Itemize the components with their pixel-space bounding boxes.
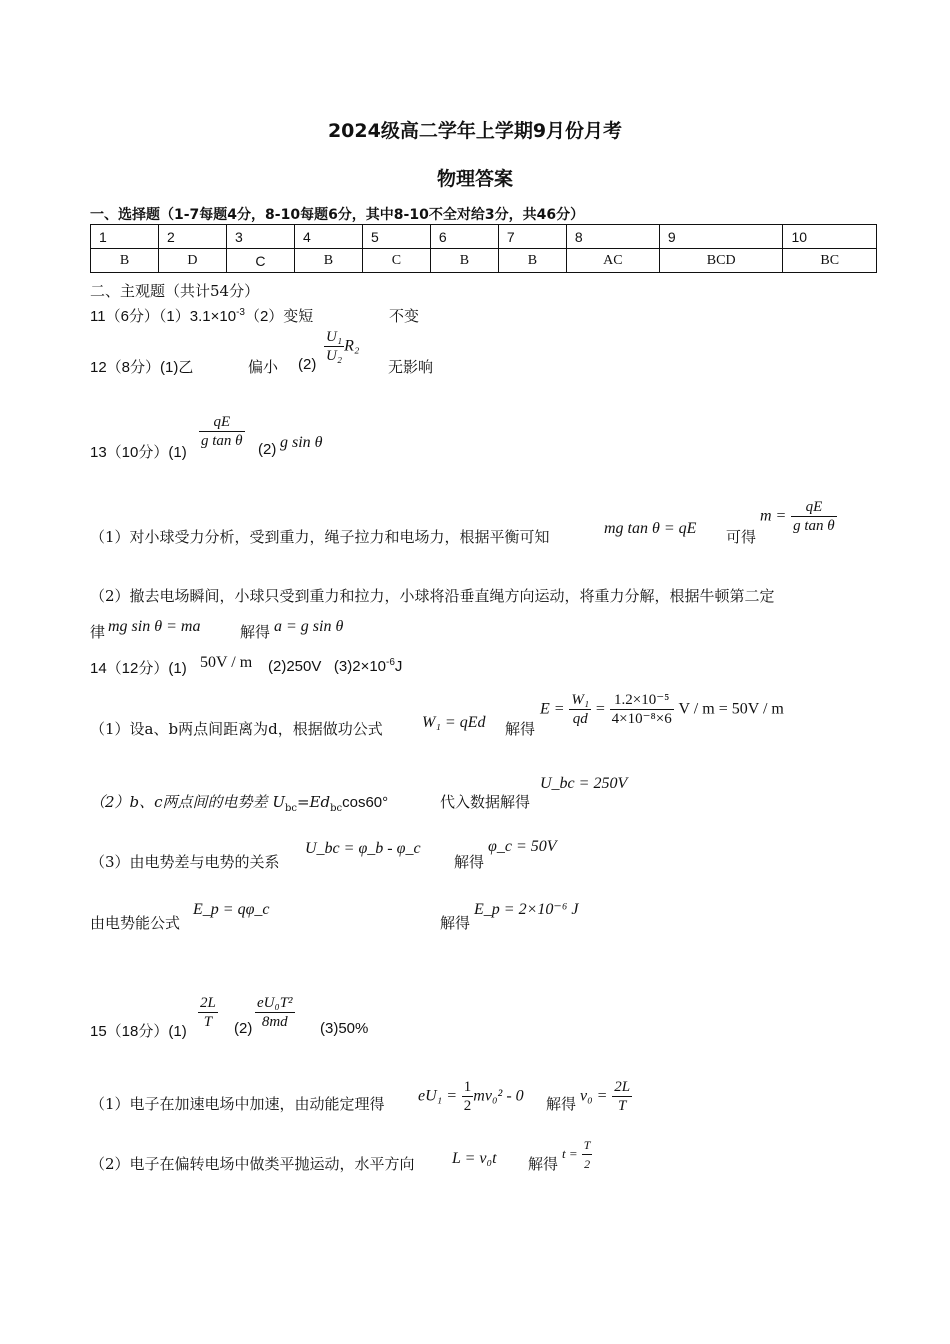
q15-label-text: 15（18分） (90, 1023, 169, 1040)
answer-cell: BC (783, 249, 877, 273)
q14-part1-label: (1) (168, 660, 187, 677)
q14-fraction-2 (610, 691, 674, 728)
q13-solution2-formula: mg sin θ = ma (108, 618, 201, 635)
q11-part2: （2）变短 (244, 308, 314, 325)
q15-answer3: (3)50% (320, 1020, 369, 1037)
q14-solution1-result (540, 691, 784, 728)
q15-part1-label: (1) (168, 1023, 187, 1040)
q15-solution2-result (562, 1136, 592, 1173)
q11-label: 11（6分） (90, 308, 159, 325)
q15-solution1-text: （1）电子在加速电场中加速，由动能定理得 (90, 1095, 385, 1113)
q15-half-fraction (462, 1078, 474, 1115)
result-lhs: v₀ = (580, 1087, 608, 1105)
result-lhs: m = (760, 507, 787, 525)
section-choice-heading: 一、选择题（1-7每题4分，8-10每题6分，其中8-10不全对给3分，共46分） (90, 207, 585, 223)
result-lhs: t = (562, 1146, 578, 1161)
question-number: 3 (226, 225, 294, 249)
q12-part2-label: (2) (298, 356, 317, 373)
answer-cell: C (362, 249, 430, 273)
question-number: 2 (158, 225, 226, 249)
question-number: 7 (498, 225, 566, 249)
s2-text: （2）b、c两点间的电势差 U (90, 793, 285, 811)
question-number: 9 (659, 225, 783, 249)
page-title: 2024级高二学年上学期9月份月考 (327, 120, 623, 142)
s2-sub: bc (284, 803, 297, 814)
q13-label-text: 13（10分） (90, 444, 169, 461)
q12-formula (324, 328, 359, 365)
q11-line (90, 305, 313, 326)
q14-answer2-text: (2)250V (268, 658, 322, 675)
q15-solution1-keyword: 解得 (546, 1095, 577, 1113)
q12-resistor: R₂ (344, 337, 360, 355)
fraction-numerator: eU₀T² (257, 995, 293, 1011)
result-rhs: V / m = 50V / m (678, 700, 784, 718)
fraction-numerator: U₁ (326, 329, 343, 345)
q15-t-fraction (582, 1136, 593, 1173)
q13-answer2: g sin θ (280, 434, 323, 451)
fraction-numerator: W₁ (571, 692, 590, 708)
fraction-denominator: g tan θ (793, 518, 835, 534)
q14-answer3-unit: J (394, 658, 403, 675)
fraction-denominator: U₂ (326, 348, 343, 364)
q11-part1: （1）3.1×10 (158, 308, 237, 325)
q14-answer3-exponent: -6 (386, 657, 395, 668)
q13-solution1-formula: mg tan θ = qE (604, 520, 697, 537)
answer-cell: AC (566, 249, 659, 273)
s2-b: =Ed (296, 793, 331, 811)
section-subjective-heading: 二、主观题（共计54分） (90, 282, 260, 300)
q15-answer2 (255, 994, 295, 1031)
question-number: 1 (91, 225, 159, 249)
q15-part2-label: (2) (234, 1020, 253, 1037)
question-number: 6 (430, 225, 498, 249)
fraction-numerator: 1 (463, 1079, 472, 1095)
answer-cell: B (294, 249, 362, 273)
q13-solution1-keyword: 可得 (726, 528, 757, 546)
q14-answer2 (268, 657, 402, 675)
q14-answer3-text: (3)2×10 (333, 658, 387, 675)
answer-cell: B (430, 249, 498, 273)
fraction-denominator: 8md (261, 1014, 288, 1030)
q13-fraction (199, 413, 245, 450)
q13-solution1-result (760, 498, 837, 535)
formula-rhs: mv₀² - 0 (473, 1087, 524, 1105)
q15-solution1-formula (418, 1078, 524, 1115)
q13-solution2-text: （2）撤去电场瞬间，小球只受到重力和拉力，小球将沿垂直绳方向运动，将重力分解，根据牛顿第二定 (90, 587, 775, 605)
fraction-numerator: 2L (200, 995, 216, 1011)
q15-label (90, 1020, 187, 1041)
answer-table (90, 224, 877, 273)
q14-solution2-text (90, 791, 388, 814)
q15-solution2-keyword: 解得 (528, 1155, 559, 1173)
q13-solution2-keyword: 解得 (240, 623, 271, 641)
q14-solution2-keyword: 代入数据解得 (440, 793, 531, 811)
fraction-numerator: 2L (614, 1079, 631, 1095)
result-lhs: E = (540, 700, 565, 718)
q12-label-text: 12（8分） (90, 359, 161, 376)
q13-label (90, 441, 187, 462)
q11-part3: 不变 (389, 307, 420, 325)
s2-sub2: bc (330, 803, 343, 814)
q13-part1-label: (1) (168, 444, 187, 461)
answer-cell: BCD (659, 249, 783, 273)
q14-solution3-keyword: 解得 (454, 853, 485, 871)
q15-answer1 (198, 994, 218, 1031)
q14-solution3-formula: U_bc = φ_b - φ_c (305, 840, 421, 857)
question-number: 10 (783, 225, 877, 249)
q14-label-text: 14（12分） (90, 660, 169, 677)
question-number: 5 (362, 225, 430, 249)
q13-answer1 (199, 413, 245, 450)
q13-part2-label: (2) (258, 441, 277, 458)
table-row-numbers (91, 225, 877, 249)
q14-solution1-keyword: 解得 (505, 720, 536, 738)
q12-fraction (324, 328, 344, 365)
q12-answer2: 偏小 (248, 358, 279, 376)
fraction-denominator: T (203, 1014, 213, 1030)
fraction-denominator: 2 (463, 1098, 472, 1114)
answer-cell: B (91, 249, 159, 273)
q12-answer1: (1)乙 (160, 359, 194, 376)
q13-solution2-result: a = g sin θ (274, 618, 344, 635)
q15-fraction-1 (198, 994, 218, 1031)
fraction-denominator: g tan θ (201, 433, 243, 449)
q14-solution3-text: （3）由电势差与电势的关系 (90, 853, 280, 871)
page-subtitle: 物理答案 (436, 168, 513, 190)
q13-solution1-text: （1）对小球受力分析，受到重力，绳子拉力和电场力，根据平衡可知 (90, 528, 550, 546)
fraction-numerator: T (582, 1136, 593, 1155)
q11-exponent: -3 (236, 307, 245, 318)
q14-solution3-result: φ_c = 50V (488, 838, 557, 855)
q15-solution1-result (580, 1078, 632, 1115)
answer-cell: D (158, 249, 226, 273)
question-number: 4 (294, 225, 362, 249)
q14-answer1: 50V / m (200, 654, 253, 671)
answer-cell: C (226, 249, 294, 273)
q12-label (90, 356, 193, 377)
fraction-denominator: 2 (584, 1157, 591, 1171)
q13-result-fraction (791, 498, 837, 535)
q15-fraction-2 (255, 994, 295, 1031)
s2-c: cos60° (342, 794, 389, 811)
q14-solution1-text: （1）设a、b两点间距离为d，根据做功公式 (90, 720, 383, 738)
table-row-answers (91, 249, 877, 273)
fraction-numerator: qE (199, 413, 245, 432)
q15-solution2-text: （2）电子在偏转电场中做类平抛运动，水平方向 (90, 1155, 415, 1173)
q15-solution2-formula: L = v₀t (452, 1150, 497, 1167)
q14-solution1-formula: W₁ = qEd (422, 714, 486, 731)
formula-lhs: eU₁ = (418, 1087, 458, 1105)
fraction-numerator: qE (791, 498, 837, 517)
q14-solution4-text: 由电势能公式 (90, 914, 181, 932)
q14-solution4-formula: E_p = qφ_c (193, 901, 270, 918)
fraction-denominator: 4×10⁻⁸×6 (611, 711, 672, 727)
equals-sign: = (595, 700, 605, 718)
question-number: 8 (566, 225, 659, 249)
fraction-numerator: 1.2×10⁻⁵ (610, 691, 674, 710)
q14-fraction-1 (569, 691, 591, 728)
answer-cell: B (498, 249, 566, 273)
q14-solution4-keyword: 解得 (440, 914, 471, 932)
fraction-denominator: T (618, 1098, 627, 1114)
q14-solution2-result: U_bc = 250V (540, 775, 628, 792)
q13-solution2-prefix: 律 (90, 623, 106, 641)
q14-solution4-result: E_p = 2×10⁻⁶ J (474, 901, 579, 918)
q14-label (90, 657, 187, 678)
fraction-denominator: qd (572, 711, 588, 727)
q12-answer3: 无影响 (388, 358, 434, 376)
q15-result-fraction (612, 1078, 632, 1115)
